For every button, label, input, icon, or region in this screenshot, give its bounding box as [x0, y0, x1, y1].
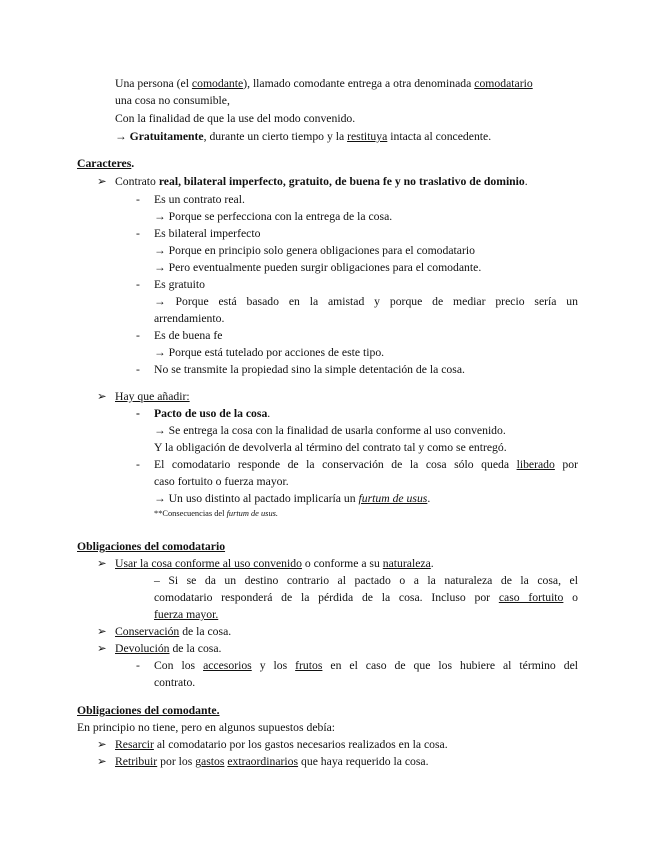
item-usar [115, 555, 434, 572]
arrow-bullet-icon: ➢ [97, 642, 107, 655]
item-gratuito-arrow-1: → Porque está basado en la amistad y porque de mediar precio sería un [154, 295, 578, 308]
arrow-bullet-icon: ➢ [97, 738, 107, 751]
comodante-intro: En principio no tiene, pero en algunos supuestos debía: [77, 721, 336, 734]
text: → Un uso distinto al pactado implicaría un [154, 492, 359, 505]
dash-bullet: - [136, 193, 140, 206]
item-bilateral-arrow-1: → Porque en principio solo genera obligaciones para el comodatario [154, 244, 475, 257]
term-extraordinarios: extraordinarios [227, 755, 299, 768]
item-buenafe: Es de buena fe [154, 329, 223, 342]
item-no-transmite: No se transmite la propiedad sino la simple detentación de la cosa. [154, 363, 465, 376]
text: en el caso de que los hubiere al término del [322, 659, 578, 672]
term-resarcir: Resarcir [115, 738, 154, 751]
text: Una persona (el [115, 77, 192, 90]
intro-line-2: una cosa no consumible, [115, 94, 230, 107]
text: o [563, 591, 578, 604]
term-retribuir: Retribuir [115, 755, 158, 768]
text: de la cosa. [169, 642, 222, 655]
text: . [131, 157, 135, 170]
section-heading-obligaciones-comodante: Obligaciones del comodante. [77, 704, 220, 717]
text: . [524, 175, 528, 188]
term-gratuitamente: Gratuitamente [129, 130, 204, 143]
item-resarcir [115, 736, 448, 753]
arrow-icon: → [115, 130, 127, 143]
contrato-line [115, 173, 528, 190]
term-accesorios: accesorios [203, 659, 252, 672]
item-conservacion [115, 623, 231, 640]
item-real: Es un contrato real. [154, 193, 245, 206]
arrow-bullet-icon: ➢ [97, 390, 107, 403]
item-buenafe-arrow: → Porque está tutelado por acciones de este tipo. [154, 346, 385, 359]
term-usar-conforme: Usar la cosa conforme al uso convenido [115, 557, 302, 570]
text: y los [251, 659, 296, 672]
text: Contrato [115, 175, 159, 188]
term-furtum-de-usus: furtum de usus [358, 492, 428, 505]
section-heading-obligaciones-comodatario: Obligaciones del comodatario [77, 540, 226, 553]
arrow-bullet-icon: ➢ [97, 625, 107, 638]
text: comodatario responderá de la pérdida de la cosa. Incluso por [154, 591, 499, 604]
arrow-bullet-icon: ➢ [97, 175, 107, 188]
text: intacta al concedente. [387, 130, 492, 143]
item-accesorios-line-1 [154, 657, 578, 674]
dash-bullet: - [136, 659, 140, 672]
intro-line-1 [115, 75, 533, 92]
dash-bullet: - [136, 278, 140, 291]
text: al comodatario por los gastos necesarios realizados en la cosa. [153, 738, 448, 751]
item-gratuito-arrow-2: arrendamiento. [154, 312, 225, 325]
dash-bullet: - [136, 363, 140, 376]
term-conservacion: Conservación [115, 625, 180, 638]
term-caso-fortuito: caso fortuito [498, 591, 564, 604]
dash-bullet: - [136, 227, 140, 240]
item-responde-line-2: caso fortuito o fuerza mayor. [154, 475, 289, 488]
item-bilateral: Es bilateral imperfecto [154, 227, 261, 240]
item-accesorios-line-2: contrato. [154, 676, 196, 689]
term-restituya: restituya [347, 130, 388, 143]
item-responde-line-1 [154, 456, 578, 473]
text: de la cosa. [179, 625, 232, 638]
section-heading-caracteres [77, 155, 134, 172]
text: o conforme a su [301, 557, 383, 570]
text: ), llamado comodante entrega a otra denominada [243, 77, 475, 90]
heading-text: Caracteres [77, 157, 132, 170]
text: . [267, 407, 271, 420]
term-comodatario: comodatario [474, 77, 533, 90]
term-gastos: gastos [195, 755, 225, 768]
item-pacto-arrow-2: Y la obligación de devolverla al término del contrato tal y como se entregó. [154, 441, 507, 454]
item-destino-line-2 [154, 589, 578, 606]
dash-bullet: - [136, 329, 140, 342]
term-frutos: frutos [295, 659, 323, 672]
term-devolucion: Devolución [115, 642, 170, 655]
text: El comodatario responde de la conservación de la cosa sólo queda [154, 458, 517, 471]
text: . [430, 557, 434, 570]
item-real-arrow: → Porque se perfecciona con la entrega de la cosa. [154, 210, 393, 223]
item-gratuito: Es gratuito [154, 278, 205, 291]
text: que haya requerido la cosa. [298, 755, 429, 768]
item-uso-arrow [154, 490, 430, 507]
text: Con los [154, 659, 204, 672]
bold-text: Pacto de uso de la cosa [154, 407, 268, 420]
italic-text: furtum de usus. [226, 509, 278, 518]
dash-bullet: - [136, 407, 140, 420]
item-destino-line-3: fuerza mayor. [154, 608, 219, 621]
bold-text: real, bilateral imperfecto, gratuito, de buena fe y no traslativo de dominio [158, 175, 525, 188]
intro-line-3: Con la finalidad de que la use del modo convenido. [115, 112, 356, 125]
item-destino-line-1: – Si se da un destino contrario al pactado o a la naturaleza de la cosa, el [154, 574, 578, 587]
term-liberado: liberado [516, 458, 555, 471]
term-comodante: comodante [191, 77, 244, 90]
item-pacto-arrow-1: → Se entrega la cosa con la finalidad de usarla conforme al uso convenido. [154, 424, 506, 437]
dash-bullet: - [136, 458, 140, 471]
text: . [427, 492, 431, 505]
term-naturaleza: naturaleza [382, 557, 431, 570]
arrow-bullet-icon: ➢ [97, 755, 107, 768]
item-devolucion [115, 640, 221, 657]
item-bilateral-arrow-2: → Pero eventualmente pueden surgir obligaciones para el comodante. [154, 261, 482, 274]
text: **Consecuencias del [154, 509, 227, 518]
item-pacto [154, 405, 270, 422]
text: , durante un cierto tiempo y la [203, 130, 348, 143]
arrow-bullet-icon: ➢ [97, 557, 107, 570]
text: por [554, 458, 578, 471]
anadir-label: Hay que añadir: [115, 390, 190, 403]
intro-line-4 [115, 128, 491, 145]
consecuencias-note [154, 508, 278, 520]
text: por los [157, 755, 196, 768]
item-retribuir [115, 753, 429, 770]
